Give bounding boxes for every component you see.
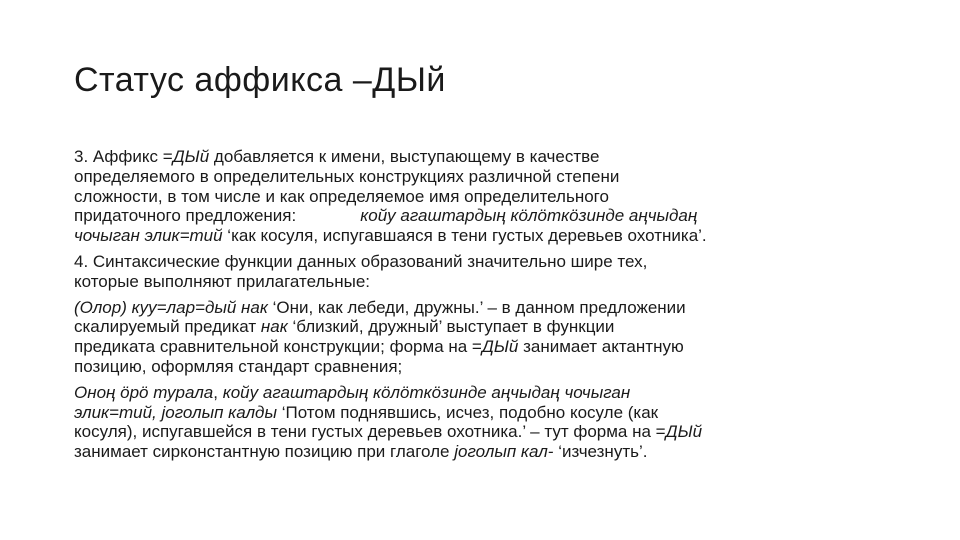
slide-body bbox=[74, 147, 904, 468]
example-text: элик=тий, јоголып калды bbox=[74, 402, 277, 422]
translation: ‘как косуля, испугавшаяся в тени густых деревьев охотника’. bbox=[222, 226, 707, 246]
paragraph-6-line-2 bbox=[74, 403, 904, 423]
paragraph-3-line-3: сложности, в том числе и как определяемое имя определительного bbox=[74, 186, 609, 206]
slide-title: Статус аффикса –ДЫй bbox=[74, 61, 446, 99]
paragraph-3-line-4 bbox=[74, 206, 904, 226]
example-word: јоголып кал- bbox=[454, 442, 554, 462]
paragraph-4-line-1: 4. Синтаксические функции данных образований значительно шире тех, bbox=[74, 251, 648, 271]
text: добавляется к имени, выступающему в качестве bbox=[209, 147, 600, 166]
paragraph-3-line-2: определяемого в определительных конструкциях различной степени bbox=[74, 166, 620, 186]
paragraph-5 bbox=[74, 298, 904, 377]
text: занимает актантную bbox=[518, 337, 684, 357]
text: косуля), испугавшейся в тени густых деревьев охотника.’ – тут форма на = bbox=[74, 422, 666, 442]
translation: ‘изчезнуть’. bbox=[553, 442, 648, 462]
translation: ‘Потом поднявшись, исчез, подобно косуле (как bbox=[276, 402, 659, 422]
text: предиката сравнительной конструкции; форма на = bbox=[74, 337, 482, 357]
text: ‘близкий, дружный’ выступает в функции bbox=[287, 317, 615, 337]
paragraph-5-line-2 bbox=[74, 317, 904, 337]
paragraph-3 bbox=[74, 147, 904, 246]
paragraph-6-line-3 bbox=[74, 422, 904, 442]
paragraph-5-line-4: позицию, оформляя стандарт сравнения; bbox=[74, 356, 403, 376]
paragraph-4 bbox=[74, 252, 904, 292]
translation: ‘Они, как лебеди, дружны.’ – в данном предложении bbox=[267, 297, 686, 317]
text: придаточного предложения: bbox=[74, 206, 297, 226]
paragraph-5-line-3 bbox=[74, 337, 904, 357]
example-text: (Олор) куу=лар=дый нак bbox=[74, 297, 268, 317]
paragraph-6 bbox=[74, 383, 904, 462]
text: , bbox=[213, 382, 223, 402]
affix-form: ДЫй bbox=[481, 337, 519, 357]
example-text: чочыган элик=тий bbox=[74, 226, 223, 246]
example-word: нак bbox=[260, 317, 288, 337]
paragraph-6-line-4 bbox=[74, 442, 904, 462]
paragraph-3-line-1 bbox=[74, 147, 904, 167]
example-text: койу агаштардың кӧлӧткӧзинде аңчыдаң чочыган bbox=[222, 382, 631, 402]
paragraph-5-line-1 bbox=[74, 298, 904, 318]
example-text: койу агаштардың кӧлӧткӧзинде аңчыдаң bbox=[360, 206, 698, 226]
affix-form: ДЫй bbox=[665, 422, 703, 442]
paragraph-3-line-5 bbox=[74, 226, 904, 246]
text: занимает сирконстантную позицию при глаголе bbox=[74, 442, 455, 462]
text: 3. Аффикс = bbox=[74, 147, 173, 166]
paragraph-6-line-1 bbox=[74, 383, 904, 403]
example-text: Оноң ӧрӧ турала bbox=[74, 382, 214, 402]
paragraph-4-line-2: которые выполняют прилагательные: bbox=[74, 271, 371, 291]
text: скалируемый предикат bbox=[74, 317, 261, 337]
affix-form: ДЫй bbox=[172, 147, 210, 166]
